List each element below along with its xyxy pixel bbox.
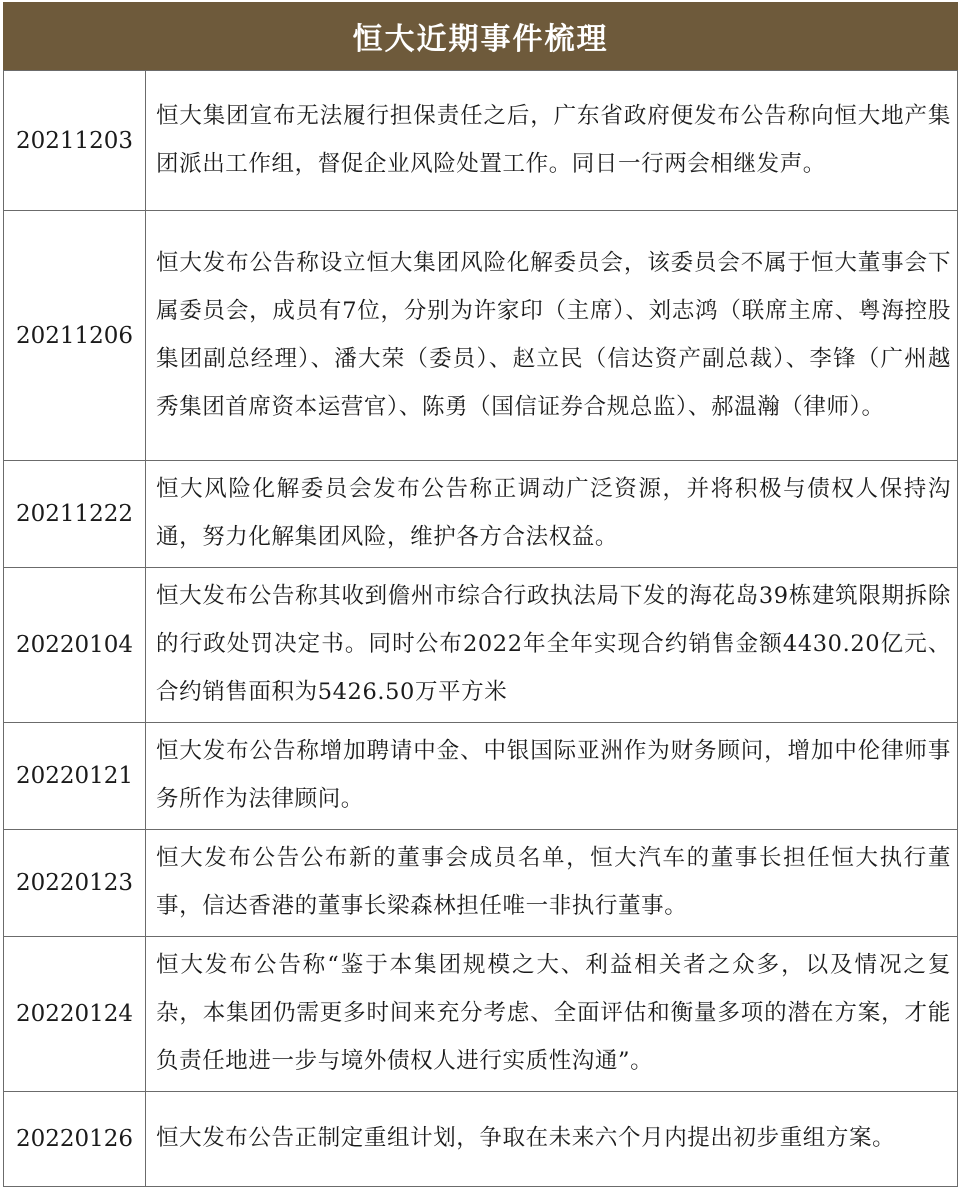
events-table — [3, 70, 958, 1187]
event-date: 20220123 — [4, 830, 146, 937]
event-description: 恒大发布公告公布新的董事会成员名单，恒大汽车的董事长担任恒大执行董事，信达香港的董事长梁森林担任唯一非执行董事。 — [146, 830, 958, 937]
table-title: 恒大近期事件梳理 — [352, 22, 609, 57]
event-description: 恒大发布公告称增加聘请中金、中银国际亚洲作为财务顾问，增加中伦律师事务所作为法律顾问。 — [146, 723, 958, 830]
table-row — [4, 71, 958, 211]
table-row — [4, 461, 958, 568]
table-row — [4, 830, 958, 937]
event-date: 20211206 — [4, 211, 146, 461]
event-description: 恒大风险化解委员会发布公告称正调动广泛资源，并将积极与债权人保持沟通，努力化解集团风险，维护各方合法权益。 — [146, 461, 958, 568]
event-date: 20220121 — [4, 723, 146, 830]
event-description: 恒大发布公告称其收到儋州市综合行政执法局下发的海花岛39栋建筑限期拆除的行政处罚决定书。同时公布2022年全年实现合约销售金额4430.20亿元、合约销售面积为5426.50万平方米 — [146, 568, 958, 723]
table-row — [4, 937, 958, 1092]
event-date: 20211222 — [4, 461, 146, 568]
table-row — [4, 568, 958, 723]
table-row — [4, 723, 958, 830]
event-description: 恒大发布公告称“鉴于本集团规模之大、利益相关者之众多，以及情况之复杂，本集团仍需更多时间来充分考虑、全面评估和衡量多项的潜在方案，才能负责任地进一步与境外债权人进行实质性沟通”。 — [146, 937, 958, 1092]
event-description: 恒大发布公告正制定重组计划，争取在未来六个月内提出初步重组方案。 — [146, 1092, 958, 1187]
table-row — [4, 1092, 958, 1187]
event-description: 恒大集团宣布无法履行担保责任之后，广东省政府便发布公告称向恒大地产集团派出工作组，督促企业风险处置工作。同日一行两会相继发声。 — [146, 71, 958, 211]
event-date: 20220124 — [4, 937, 146, 1092]
event-date: 20211203 — [4, 71, 146, 211]
table-row — [4, 211, 958, 461]
event-description: 恒大发布公告称设立恒大集团风险化解委员会，该委员会不属于恒大董事会下属委员会，成员有7位，分别为许家印（主席）、刘志鸿（联席主席、粤海控股集团副总经理）、潘大荣（委员）、赵立民（信达资产副总裁）、李锋（广州越秀集团首席资本运营官）、陈勇（国信证券合规总监）、郝温瀚（律师）。 — [146, 211, 958, 461]
event-date: 20220126 — [4, 1092, 146, 1187]
event-date: 20220104 — [4, 568, 146, 723]
table-title-bar — [3, 2, 958, 70]
